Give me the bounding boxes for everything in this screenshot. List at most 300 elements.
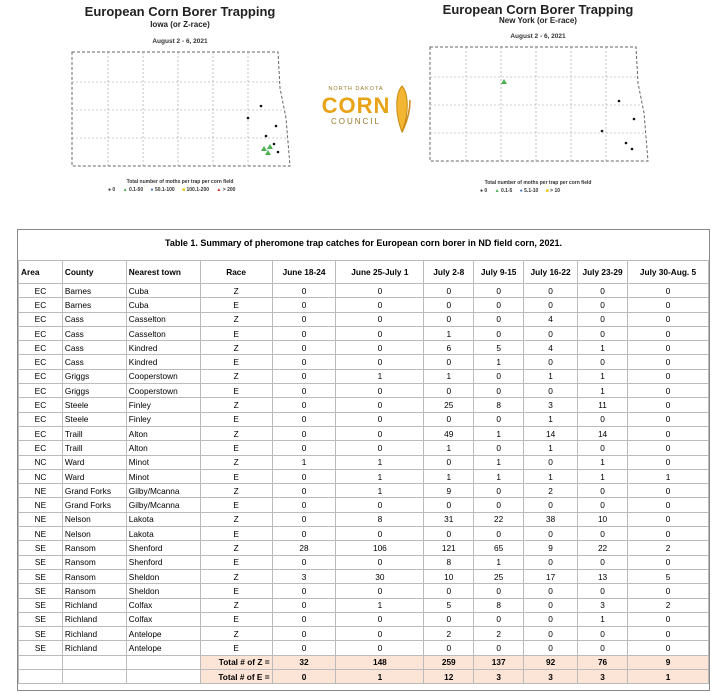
table-cell: Finley bbox=[126, 398, 200, 412]
table-cell: 0 bbox=[578, 584, 628, 598]
table-cell: 0 bbox=[336, 641, 424, 655]
table-cell: 3 bbox=[524, 398, 578, 412]
table-cell: 1 bbox=[336, 455, 424, 469]
total-value: 76 bbox=[578, 655, 628, 669]
table-cell: 0 bbox=[628, 584, 709, 598]
table-cell: Z bbox=[200, 512, 272, 526]
total-value: 9 bbox=[628, 655, 709, 669]
table-cell: 0 bbox=[524, 326, 578, 340]
table-cell: 0 bbox=[578, 355, 628, 369]
blank-cell bbox=[126, 670, 200, 684]
table-cell: 0 bbox=[578, 527, 628, 541]
table-cell: 1 bbox=[474, 455, 524, 469]
table-row bbox=[19, 384, 709, 398]
nd-county-map bbox=[68, 48, 294, 176]
table-cell: Nelson bbox=[62, 527, 126, 541]
table-cell: 5 bbox=[424, 598, 474, 612]
table-row bbox=[19, 284, 709, 298]
table-row bbox=[19, 455, 709, 469]
table-cell: 0 bbox=[628, 441, 709, 455]
table-cell: SE bbox=[19, 555, 63, 569]
table-cell: 0 bbox=[336, 498, 424, 512]
total-value: 1 bbox=[336, 670, 424, 684]
table-cell: 1 bbox=[474, 555, 524, 569]
table-cell: Colfax bbox=[126, 612, 200, 626]
table-cell: 0 bbox=[578, 641, 628, 655]
table-cell: Steele bbox=[62, 398, 126, 412]
table-cell: 0 bbox=[524, 355, 578, 369]
table-row bbox=[19, 598, 709, 612]
table-cell: 0 bbox=[474, 326, 524, 340]
table-cell: 0 bbox=[474, 312, 524, 326]
table-cell: 0 bbox=[336, 398, 424, 412]
table-cell: E bbox=[200, 326, 272, 340]
table-cell: Cooperstown bbox=[126, 369, 200, 383]
table-cell: 1 bbox=[524, 412, 578, 426]
table-row bbox=[19, 341, 709, 355]
col-week: June 18-24 bbox=[272, 261, 336, 284]
table-cell: Z bbox=[200, 284, 272, 298]
table-cell: 0 bbox=[524, 298, 578, 312]
table-cell: SE bbox=[19, 569, 63, 583]
table-cell: Kindred bbox=[126, 341, 200, 355]
table-cell: Ransom bbox=[62, 541, 126, 555]
table-row bbox=[19, 441, 709, 455]
map-legend bbox=[108, 187, 241, 193]
table-cell: 0 bbox=[424, 498, 474, 512]
table-cell: 1 bbox=[336, 484, 424, 498]
total-value: 92 bbox=[524, 655, 578, 669]
table-cell: 0 bbox=[524, 555, 578, 569]
table-cell: Alton bbox=[126, 426, 200, 440]
table-cell: 0 bbox=[578, 498, 628, 512]
table-cell: Griggs bbox=[62, 384, 126, 398]
table-cell: Barnes bbox=[62, 284, 126, 298]
table-cell: 0 bbox=[628, 312, 709, 326]
table-cell: Grand Forks bbox=[62, 484, 126, 498]
table-cell: 1 bbox=[474, 469, 524, 483]
totals-row bbox=[19, 670, 709, 684]
table-cell: Ransom bbox=[62, 584, 126, 598]
table-cell: EC bbox=[19, 398, 63, 412]
col-week: June 25-July 1 bbox=[336, 261, 424, 284]
table-cell: 0 bbox=[336, 612, 424, 626]
legend-item: ● 5.1-10 bbox=[519, 188, 539, 194]
table-cell: Ransom bbox=[62, 569, 126, 583]
table-cell: Richland bbox=[62, 612, 126, 626]
table-cell: Z bbox=[200, 369, 272, 383]
legend-item: ● 50.1-100 bbox=[150, 187, 175, 193]
total-value: 137 bbox=[474, 655, 524, 669]
table-cell: 0 bbox=[628, 641, 709, 655]
table-cell: Z bbox=[200, 569, 272, 583]
table-cell: 1 bbox=[336, 369, 424, 383]
table-cell: 0 bbox=[474, 484, 524, 498]
table-cell: 0 bbox=[628, 341, 709, 355]
table-row bbox=[19, 569, 709, 583]
map-new-york bbox=[418, 0, 658, 200]
table-cell: NC bbox=[19, 455, 63, 469]
table-cell: Cass bbox=[62, 312, 126, 326]
table-cell: 2 bbox=[628, 541, 709, 555]
table-cell: E bbox=[200, 555, 272, 569]
table-cell: Z bbox=[200, 455, 272, 469]
table-cell: 0 bbox=[628, 484, 709, 498]
table-cell: 0 bbox=[272, 412, 336, 426]
table-cell: Antelope bbox=[126, 627, 200, 641]
table-cell: NE bbox=[19, 484, 63, 498]
table-cell: 2 bbox=[424, 627, 474, 641]
table-cell: 0 bbox=[424, 455, 474, 469]
table-cell: 1 bbox=[524, 441, 578, 455]
table-cell: 3 bbox=[272, 569, 336, 583]
table-cell: 0 bbox=[628, 627, 709, 641]
table-cell: 1 bbox=[578, 469, 628, 483]
table-cell: 1 bbox=[628, 469, 709, 483]
table-cell: 0 bbox=[272, 441, 336, 455]
table-row bbox=[19, 326, 709, 340]
table-cell: Cass bbox=[62, 355, 126, 369]
table-cell: 0 bbox=[628, 512, 709, 526]
table-cell: 0 bbox=[272, 641, 336, 655]
table-cell: Traill bbox=[62, 441, 126, 455]
total-label: Total # of Z = bbox=[200, 655, 272, 669]
table-cell: Gilby/Mcanna bbox=[126, 498, 200, 512]
total-value: 0 bbox=[272, 670, 336, 684]
table-cell: Z bbox=[200, 341, 272, 355]
table-cell: 0 bbox=[474, 498, 524, 512]
table-cell: 0 bbox=[424, 312, 474, 326]
table-cell: 0 bbox=[272, 469, 336, 483]
table-cell: E bbox=[200, 469, 272, 483]
table-cell: SE bbox=[19, 641, 63, 655]
table-cell: 2 bbox=[524, 484, 578, 498]
table-cell: 0 bbox=[272, 426, 336, 440]
table-cell: 5 bbox=[474, 341, 524, 355]
table-row bbox=[19, 369, 709, 383]
table-row bbox=[19, 469, 709, 483]
map-date: August 2 - 6, 2021 bbox=[510, 33, 566, 40]
table-cell: E bbox=[200, 298, 272, 312]
table-cell: 0 bbox=[628, 369, 709, 383]
map-title: European Corn Borer Trapping bbox=[442, 2, 634, 17]
table-cell: 0 bbox=[424, 612, 474, 626]
table-cell: 10 bbox=[424, 569, 474, 583]
table-cell: 1 bbox=[578, 612, 628, 626]
table-cell: 1 bbox=[424, 326, 474, 340]
table-cell: 0 bbox=[524, 627, 578, 641]
table-cell: 0 bbox=[336, 441, 424, 455]
total-value: 1 bbox=[628, 670, 709, 684]
table-caption: Table 1. Summary of pheromone trap catches for European corn borer in ND field corn, 2021. bbox=[165, 238, 562, 248]
table-cell: 22 bbox=[578, 541, 628, 555]
nd-county-map bbox=[426, 43, 652, 171]
table-cell: 0 bbox=[424, 412, 474, 426]
table-cell: 0 bbox=[336, 527, 424, 541]
table-cell: 0 bbox=[628, 455, 709, 469]
table-cell: 0 bbox=[524, 455, 578, 469]
table-cell: Antelope bbox=[126, 641, 200, 655]
table-row bbox=[19, 584, 709, 598]
table-cell: 0 bbox=[424, 298, 474, 312]
table-cell: Z bbox=[200, 312, 272, 326]
table-cell: 0 bbox=[272, 384, 336, 398]
table-row bbox=[19, 541, 709, 555]
table-row bbox=[19, 355, 709, 369]
table-cell: 0 bbox=[272, 627, 336, 641]
table-cell: Sheldon bbox=[126, 569, 200, 583]
table-cell: EC bbox=[19, 298, 63, 312]
data-table bbox=[18, 260, 709, 684]
total-label: Total # of E = bbox=[200, 670, 272, 684]
table-cell: 0 bbox=[272, 612, 336, 626]
table-cell: 0 bbox=[336, 384, 424, 398]
table-cell: Ward bbox=[62, 469, 126, 483]
table-cell: 0 bbox=[424, 355, 474, 369]
total-value: 3 bbox=[524, 670, 578, 684]
table-cell: 0 bbox=[272, 512, 336, 526]
table-cell: 106 bbox=[336, 541, 424, 555]
table-cell: 0 bbox=[272, 598, 336, 612]
table-cell: 0 bbox=[524, 498, 578, 512]
table-cell: 8 bbox=[424, 555, 474, 569]
table-cell: Alton bbox=[126, 441, 200, 455]
table-cell: 1 bbox=[272, 455, 336, 469]
table-cell: E bbox=[200, 412, 272, 426]
table-cell: 0 bbox=[474, 641, 524, 655]
table-cell: 0 bbox=[578, 326, 628, 340]
table-cell: Nelson bbox=[62, 512, 126, 526]
table-cell: 0 bbox=[524, 284, 578, 298]
col-county: County bbox=[62, 261, 126, 284]
table-cell: Barnes bbox=[62, 298, 126, 312]
table-cell: 0 bbox=[628, 298, 709, 312]
table-cell: 8 bbox=[474, 598, 524, 612]
total-value: 32 bbox=[272, 655, 336, 669]
table-cell: 1 bbox=[336, 469, 424, 483]
table-cell: Cooperstown bbox=[126, 384, 200, 398]
table-cell: 2 bbox=[474, 627, 524, 641]
table-cell: 0 bbox=[336, 312, 424, 326]
blank-cell bbox=[62, 670, 126, 684]
table-row bbox=[19, 312, 709, 326]
table-cell: 0 bbox=[272, 298, 336, 312]
map-caption: Total number of moths per trap per corn field bbox=[484, 180, 592, 186]
table-cell: 0 bbox=[272, 341, 336, 355]
table-cell: 30 bbox=[336, 569, 424, 583]
table-cell: 0 bbox=[524, 584, 578, 598]
table-cell: 49 bbox=[424, 426, 474, 440]
table-cell: Z bbox=[200, 598, 272, 612]
total-value: 148 bbox=[336, 655, 424, 669]
table-cell: 38 bbox=[524, 512, 578, 526]
table-cell: 0 bbox=[424, 284, 474, 298]
table-cell: 0 bbox=[272, 555, 336, 569]
table-cell: Casselton bbox=[126, 312, 200, 326]
table-cell: 0 bbox=[628, 284, 709, 298]
table-row bbox=[19, 641, 709, 655]
table-cell: NE bbox=[19, 512, 63, 526]
table-cell: Sheldon bbox=[126, 584, 200, 598]
table-cell: 0 bbox=[474, 412, 524, 426]
col-week: July 9-15 bbox=[474, 261, 524, 284]
table-cell: 0 bbox=[628, 527, 709, 541]
corn-icon bbox=[393, 84, 411, 134]
table-cell: NC bbox=[19, 469, 63, 483]
table-cell: EC bbox=[19, 441, 63, 455]
table-cell: Cass bbox=[62, 326, 126, 340]
table-cell: Ward bbox=[62, 455, 126, 469]
map-date: August 2 - 6, 2021 bbox=[152, 38, 208, 45]
table-cell: E bbox=[200, 498, 272, 512]
table-cell: 0 bbox=[336, 355, 424, 369]
table-cell: 1 bbox=[524, 369, 578, 383]
table-cell: E bbox=[200, 527, 272, 541]
col-week: July 16-22 bbox=[524, 261, 578, 284]
header-row bbox=[19, 261, 709, 284]
table-cell: 0 bbox=[524, 384, 578, 398]
table-cell: 11 bbox=[578, 398, 628, 412]
table-cell: Finley bbox=[126, 412, 200, 426]
table-cell: 0 bbox=[474, 298, 524, 312]
total-value: 12 bbox=[424, 670, 474, 684]
table-row bbox=[19, 484, 709, 498]
total-value: 3 bbox=[474, 670, 524, 684]
table-cell: 1 bbox=[578, 455, 628, 469]
table-row bbox=[19, 412, 709, 426]
table-cell: Griggs bbox=[62, 369, 126, 383]
table-row bbox=[19, 512, 709, 526]
map-subtitle: New York (or E-race) bbox=[499, 16, 577, 25]
table-cell: 0 bbox=[628, 412, 709, 426]
table-cell: 8 bbox=[474, 398, 524, 412]
table-cell: 31 bbox=[424, 512, 474, 526]
table-cell: 0 bbox=[474, 527, 524, 541]
table-cell: 0 bbox=[336, 627, 424, 641]
table-cell: Richland bbox=[62, 598, 126, 612]
table-cell: 0 bbox=[272, 584, 336, 598]
table-cell: 0 bbox=[424, 641, 474, 655]
table-cell: Colfax bbox=[126, 598, 200, 612]
table-cell: 0 bbox=[628, 612, 709, 626]
table-cell: 0 bbox=[474, 369, 524, 383]
table-row bbox=[19, 627, 709, 641]
table-row bbox=[19, 398, 709, 412]
total-value: 259 bbox=[424, 655, 474, 669]
table-cell: 5 bbox=[628, 569, 709, 583]
table-cell: Kindred bbox=[126, 355, 200, 369]
table-cell: 3 bbox=[578, 598, 628, 612]
table-cell: 9 bbox=[424, 484, 474, 498]
blank-cell bbox=[19, 670, 63, 684]
table-cell: Minot bbox=[126, 469, 200, 483]
col-nearest-town: Nearest town bbox=[126, 261, 200, 284]
table-cell: E bbox=[200, 584, 272, 598]
legend-item: ● 0 bbox=[480, 188, 488, 194]
table-cell: 0 bbox=[578, 555, 628, 569]
table-cell: 0 bbox=[628, 398, 709, 412]
table-cell: EC bbox=[19, 412, 63, 426]
table-cell: 0 bbox=[272, 355, 336, 369]
table-cell: EC bbox=[19, 384, 63, 398]
table-cell: 0 bbox=[336, 284, 424, 298]
table-cell: 0 bbox=[628, 384, 709, 398]
table-cell: Cass bbox=[62, 341, 126, 355]
table-cell: 0 bbox=[474, 584, 524, 598]
table-cell: 0 bbox=[424, 584, 474, 598]
table-cell: 121 bbox=[424, 541, 474, 555]
table-cell: 0 bbox=[336, 326, 424, 340]
table-cell: 0 bbox=[578, 284, 628, 298]
legend-item: ▲ 0.1-50 bbox=[122, 187, 144, 193]
table-cell: NE bbox=[19, 527, 63, 541]
map-subtitle: Iowa (or Z-race) bbox=[150, 20, 210, 29]
table-cell: 0 bbox=[272, 398, 336, 412]
table-cell: 0 bbox=[336, 298, 424, 312]
table-cell: 4 bbox=[524, 341, 578, 355]
table-cell: 4 bbox=[524, 312, 578, 326]
table-cell: 1 bbox=[578, 341, 628, 355]
table-cell: 0 bbox=[578, 627, 628, 641]
table-cell: Minot bbox=[126, 455, 200, 469]
table-cell: Shenford bbox=[126, 555, 200, 569]
table-cell: EC bbox=[19, 369, 63, 383]
table-cell: 0 bbox=[272, 312, 336, 326]
table-cell: E bbox=[200, 384, 272, 398]
table-cell: Gilby/Mcanna bbox=[126, 484, 200, 498]
table-cell: 0 bbox=[336, 555, 424, 569]
legend-item: ■ 100.1-200 bbox=[182, 187, 210, 193]
table-row bbox=[19, 298, 709, 312]
table-cell: 25 bbox=[424, 398, 474, 412]
corn-council-logo: NORTH DAKOTA CORN COUNCIL bbox=[311, 80, 411, 140]
table-cell: EC bbox=[19, 426, 63, 440]
blank-cell bbox=[62, 655, 126, 669]
map-caption: Total number of moths per trap per corn field bbox=[126, 179, 234, 185]
table-cell: 14 bbox=[524, 426, 578, 440]
legend-item: ▲ > 200 bbox=[216, 187, 236, 193]
table-cell: 0 bbox=[628, 355, 709, 369]
table-cell: Casselton bbox=[126, 326, 200, 340]
table-cell: EC bbox=[19, 341, 63, 355]
table-row bbox=[19, 498, 709, 512]
table-cell: 1 bbox=[474, 426, 524, 440]
table-cell: 0 bbox=[336, 341, 424, 355]
table-cell: 0 bbox=[524, 612, 578, 626]
table-cell: 9 bbox=[524, 541, 578, 555]
table-cell: 65 bbox=[474, 541, 524, 555]
table-cell: E bbox=[200, 612, 272, 626]
table-cell: 0 bbox=[336, 426, 424, 440]
blank-cell bbox=[19, 655, 63, 669]
table-cell: 0 bbox=[524, 641, 578, 655]
table-cell: 1 bbox=[578, 369, 628, 383]
table-cell: 0 bbox=[272, 284, 336, 298]
table-cell: 0 bbox=[628, 326, 709, 340]
map-legend bbox=[480, 188, 566, 194]
table-cell: SE bbox=[19, 598, 63, 612]
table-cell: 25 bbox=[474, 569, 524, 583]
table-cell: 1 bbox=[424, 469, 474, 483]
table-row bbox=[19, 555, 709, 569]
table-cell: 0 bbox=[474, 441, 524, 455]
table-cell: EC bbox=[19, 284, 63, 298]
map-iowa bbox=[60, 0, 300, 200]
table-cell: 0 bbox=[474, 384, 524, 398]
legend-item: ▲ 0.1-5 bbox=[494, 188, 513, 194]
table-row bbox=[19, 426, 709, 440]
total-value: 3 bbox=[578, 670, 628, 684]
